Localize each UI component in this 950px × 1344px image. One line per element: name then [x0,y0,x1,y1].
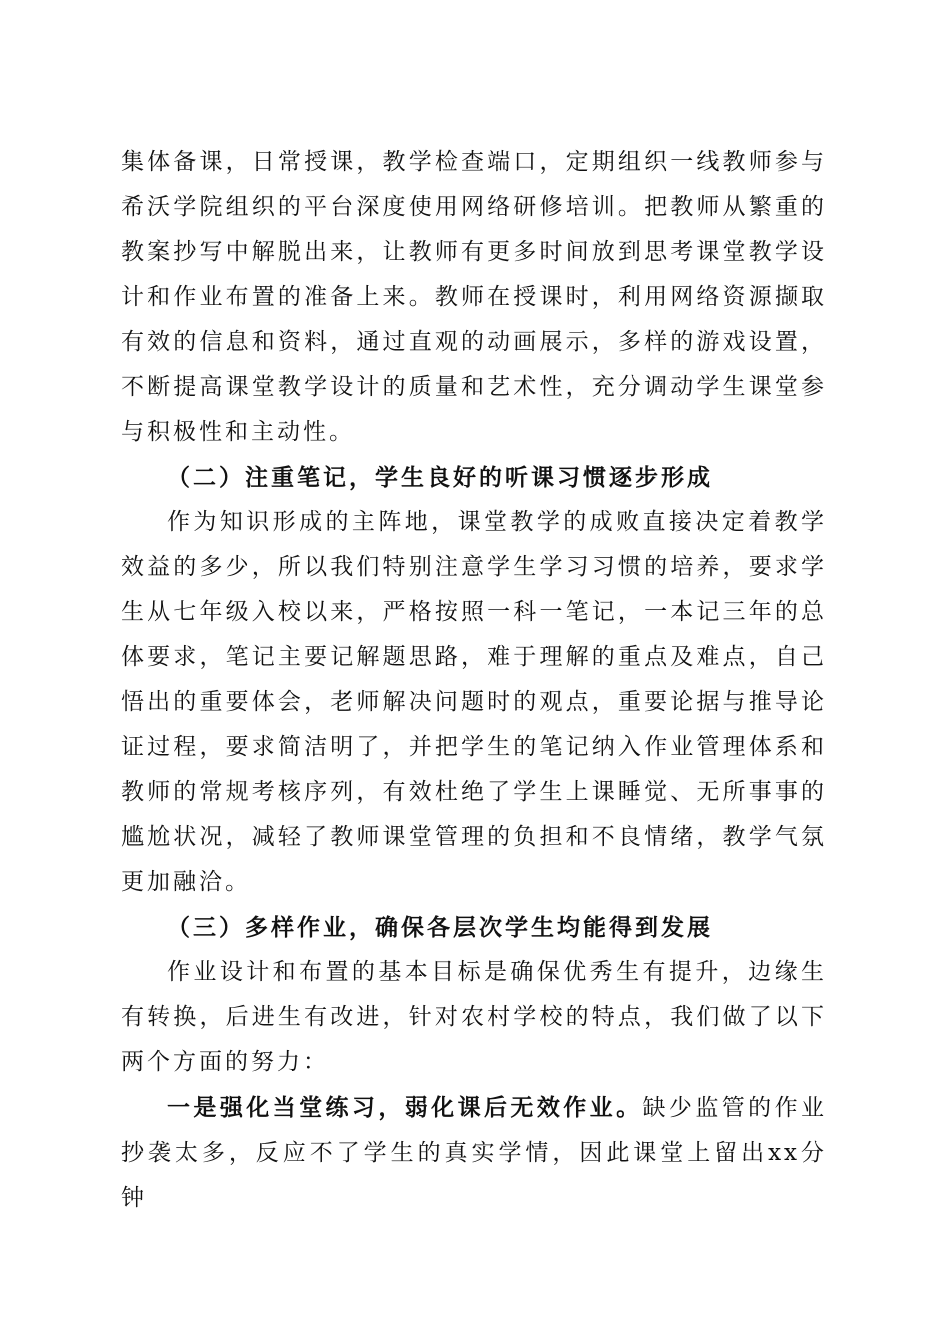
document-body [121,140,827,1221]
paragraph-in-class-practice [121,1085,827,1221]
paragraph-homework-goals: 作业设计和布置的基本目标是确保优秀生有提升，边缘生有转换，后进生有改进，针对农村学校的特点，我们做了以下两个方面的努力： [121,959,827,1075]
section-heading-notes: （二）注重笔记，学生良好的听课习惯逐步形成 [167,464,713,491]
paragraph-teacher-training: 集体备课，日常授课，教学检查端口，定期组织一线教师参与希沃学院组织的平台深度使用网络研修培训。把教师从繁重的教案抄写中解脱出来，让教师有更多时间放到思考课堂教学设计和作业布置的准备上来。教师在授课时，利用网络资源撷取有效的信息和资料，通过直观的动画展示，多样的游戏设置，不断提高课堂教学设计的质量和艺术性，充分调动学生课堂参与积极性和主动性。 [121,149,827,445]
section-heading-homework: （三）多样作业，确保各层次学生均能得到发展 [167,914,713,941]
paragraph-note-taking: 作为知识形成的主阵地，课堂教学的成败直接决定着教学效益的多少，所以我们特别注意学生学习习惯的培养，要求学生从七年级入校以来，严格按照一科一笔记，一本记三年的总体要求，笔记主要记解题思路，难于理解的重点及难点，自己悟出的重要体会，老师解决问题时的观点，重要论据与推导论证过程，要求简洁明了，并把学生的笔记纳入作业管理体系和教师的常规考核序列，有效杜绝了学生上课睡觉、无所事事的尴尬状况，减轻了教师课堂管理的负担和不良情绪，教学气氛更加融洽。 [121,509,827,895]
paragraph-lead-phrase: 一是强化当堂练习，弱化课后无效作业。 [167,1094,643,1121]
paragraph-in-class-practice-text: 缺少监管的作业抄袭太多，反应不了学生的真实学情，因此课堂上留出xx分钟 [121,1095,828,1211]
